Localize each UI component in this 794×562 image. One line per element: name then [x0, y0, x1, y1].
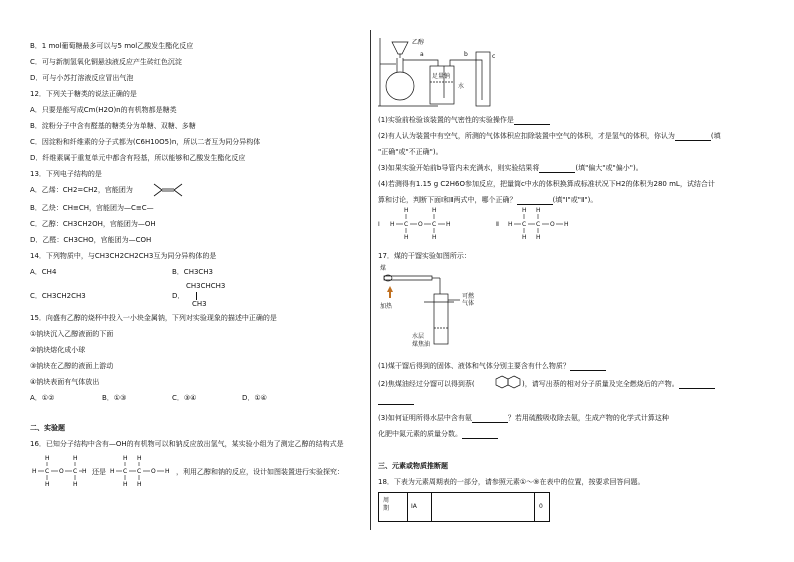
- svg-text:C: C: [123, 468, 128, 475]
- question-18: 18．下表为元素周期表的一部分，请参照元素①～⑨在表中的位置，按要求回答问题。: [378, 478, 645, 486]
- question-17: 17．煤的干馏实验如图所示：: [378, 252, 471, 260]
- text-line: D．乙醛：CH3CHO，官能团为—COH: [30, 236, 152, 244]
- apparatus-diagram: [378, 36, 508, 108]
- option-d-formula-bottom: CH3: [192, 300, 207, 308]
- left-column: [30, 0, 360, 562]
- label-water: 水: [458, 83, 465, 90]
- svg-text:C: C: [432, 221, 437, 228]
- option-b: B．CH3CH3: [172, 268, 214, 276]
- svg-text:H: H: [137, 481, 142, 488]
- question-16: 16．已知分子结构中含有—OH的有机物可以和钠反应放出氢气，某实验小组为了测定乙醇的结构式是: [30, 440, 344, 448]
- text-line: ，利用乙醇和钠的反应，设计如图装置进行实验探究：: [176, 468, 344, 476]
- svg-text:O: O: [418, 221, 423, 228]
- question-13: 13．下列电子结构的是: [30, 170, 102, 178]
- svg-text:O: O: [151, 468, 156, 475]
- svg-text:气体: 气体: [462, 300, 475, 307]
- text-line: C．乙醇：CH3CH2OH，官能团为—OH: [30, 220, 156, 228]
- svg-text:H: H: [165, 468, 170, 475]
- svg-text:H: H: [404, 234, 409, 241]
- text-line: B．1 mol葡萄糖最多可以与5 mol乙酸发生酯化反应: [30, 42, 194, 50]
- svg-text:H: H: [536, 207, 541, 214]
- text-line: B．乙炔：CH≡CH，官能团为—C≡C—: [30, 204, 154, 212]
- periodic-table: [378, 492, 550, 522]
- svg-text:O: O: [550, 221, 555, 228]
- label-coal: 煤: [380, 265, 387, 272]
- svg-text:H: H: [522, 234, 527, 241]
- label-heat: 加热: [380, 303, 393, 310]
- label-tar: 煤焦油: [412, 341, 431, 348]
- option-a: A．CH4: [30, 268, 57, 276]
- svg-text:C: C: [404, 221, 409, 228]
- svg-text:H: H: [508, 221, 513, 228]
- svg-text:H: H: [123, 455, 128, 462]
- option-d: D．: [172, 292, 185, 300]
- text-line: ④钠块表面有气体放出: [30, 378, 100, 386]
- svg-text:C: C: [536, 221, 541, 228]
- q17-sub2: (2)焦煤油经过分馏可以得到萘(: [378, 380, 475, 388]
- naphthalene-icon: [496, 374, 520, 390]
- svg-text:C: C: [73, 468, 78, 475]
- svg-text:H: H: [432, 234, 437, 241]
- label-sodium: 足量钠: [432, 73, 451, 80]
- option-d: D．①④: [242, 394, 267, 402]
- text-line: ②钠块熔化成小球: [30, 346, 86, 354]
- svg-text:H: H: [32, 468, 37, 475]
- svg-text:Ⅰ: Ⅰ: [378, 221, 380, 228]
- table-cell-zero: 0: [534, 493, 549, 521]
- column-divider: [370, 30, 371, 530]
- question-15: 15．向盛有乙醇的烧杯中投入一小块金属钠，下列对实验现象的描述中正确的是: [30, 314, 277, 322]
- table-cell-period: 周期: [379, 493, 408, 521]
- subquestion-4: (4)若测得有1.15 g C2H6O参加反应，把量筒c中水的体积换算成标准状况下H2的体积为280 mL，试结合计: [378, 180, 715, 188]
- label-b: b: [464, 51, 468, 58]
- svg-text:H: H: [446, 221, 451, 228]
- svg-text:H: H: [123, 481, 128, 488]
- svg-text:H: H: [564, 221, 569, 228]
- option-c: C．③④: [172, 394, 197, 402]
- text-line: D．可与小苏打溶液反应冒出气泡: [30, 74, 134, 82]
- subquestion-3: (3)如果实验开始前b导管内未充满水，则实验结果将 (填"偏大"或"偏小")。: [378, 164, 643, 172]
- bond-line: [196, 292, 197, 300]
- text-line: B．淀粉分子中含有醛基的糖类分为单糖、双糖、多糖: [30, 122, 196, 130]
- structures-i-ii: [378, 206, 578, 242]
- alkene-group-icon: [148, 182, 188, 198]
- svg-text:H: H: [73, 455, 78, 462]
- text-line: "正确"或"不正确")。: [378, 148, 443, 156]
- option-b: B．①③: [102, 394, 127, 402]
- svg-text:H: H: [73, 481, 78, 488]
- svg-text:H: H: [536, 234, 541, 241]
- right-column: [378, 0, 770, 562]
- section-heading: 三、元素或物质推断题: [378, 462, 448, 470]
- text-line: A．乙烯：CH2=CH2，官能团为: [30, 186, 133, 194]
- text-still: 还是: [92, 468, 106, 476]
- option-c: C．CH3CH2CH3: [30, 292, 86, 300]
- svg-text:H: H: [82, 468, 87, 475]
- q17-sub1: (1)煤干馏后得到的固体、液体和气体分别主要含有什么物质？: [378, 362, 606, 371]
- svg-text:H: H: [45, 455, 50, 462]
- text-line: ①钠块沉入乙醇液面的下面: [30, 330, 114, 338]
- coal-distillation-diagram: [378, 262, 498, 354]
- subquestion-2: (2)有人认为装置中有空气，所测的气体体积应扣除装置中空气的体积，才是氢气的体积，你认为 (填: [378, 132, 721, 140]
- text-line: 算和讨论，判断下面Ⅰ和Ⅱ两式中，哪个正确？ (填"Ⅰ"或"Ⅱ")。: [378, 196, 598, 204]
- svg-text:H: H: [522, 207, 527, 214]
- svg-text:H: H: [45, 481, 50, 488]
- svg-text:Ⅱ: Ⅱ: [496, 221, 499, 228]
- subquestion-1: (1)实验前检验该装置的气密性的实验操作是: [378, 116, 550, 125]
- label-a: a: [420, 51, 424, 58]
- svg-text:O: O: [59, 468, 64, 475]
- text-line: A．只要是能写成Cm(H2O)n的有机物都是糖类: [30, 106, 177, 114]
- question-12: 12．下列关于糖类的说法正确的是: [30, 90, 137, 98]
- option-d-formula: CH3CHCH3: [186, 282, 226, 290]
- option-a: A．①②: [30, 394, 55, 402]
- label-ethanol: 乙醇: [412, 39, 425, 46]
- question-14: 14．下列物质中，与CH3CH2CH2CH3互为同分异构体的是: [30, 252, 217, 260]
- label-water-layer: 水层: [412, 333, 425, 340]
- section-heading: 二、实验题: [30, 424, 65, 432]
- svg-text:H: H: [404, 207, 409, 214]
- text-line: C．可与新制氢氧化铜悬浊液反应产生砖红色沉淀: [30, 58, 182, 66]
- answer-line: [378, 396, 414, 405]
- svg-text:H: H: [110, 468, 115, 475]
- text-line: C．因淀粉和纤维素的分子式都为(C6H10O5)n，所以二者互为同分异构体: [30, 138, 261, 146]
- svg-text:H: H: [390, 221, 395, 228]
- ethanol-structure: [110, 454, 174, 488]
- text-line: 化肥中氮元素的质量分数。: [378, 430, 498, 439]
- text-line: D．纤维素属于重复单元中都含有羟基，所以能够和乙酸发生酯化反应: [30, 154, 246, 162]
- table-cell-ia: IA: [407, 493, 432, 521]
- text-line: ③钠块在乙醇的液面上游动: [30, 362, 114, 370]
- svg-text:H: H: [137, 455, 142, 462]
- label-gas: 可燃: [462, 293, 475, 300]
- q17-sub3: (3)如何证明所得水层中含有氨 ？若用硫酸吸收除去氨，生成产物的化学式计算这种: [378, 414, 669, 422]
- ether-structure: [32, 454, 86, 488]
- text-line: )，请写出萘的相对分子质量及完全燃烧后的产物。: [522, 380, 715, 389]
- svg-text:C: C: [522, 221, 527, 228]
- label-c: c: [492, 53, 496, 60]
- svg-text:H: H: [432, 207, 437, 214]
- svg-text:C: C: [45, 468, 50, 475]
- svg-text:C: C: [137, 468, 142, 475]
